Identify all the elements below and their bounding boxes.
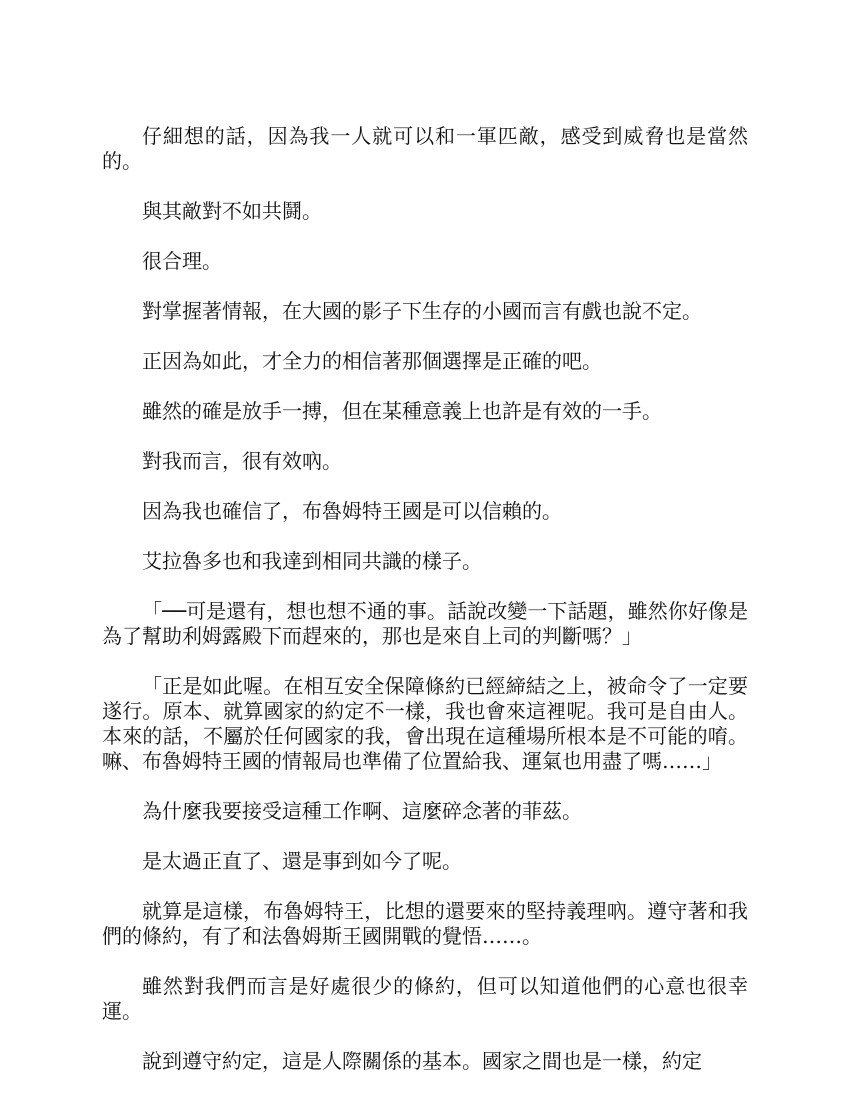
paragraph: 正因為如此，才全力的相信著那個選擇是正確的吧。 bbox=[142, 349, 602, 373]
paragraph: 與其敵對不如共鬪。 bbox=[142, 199, 322, 223]
paragraph: 對我而言，很有效吶。 bbox=[142, 449, 342, 473]
paragraph: 雖然的確是放手一搏，但在某種意義上也許是有效的一手。 bbox=[142, 399, 662, 423]
paragraph: 仔細想的話，因為我一人就可以和一軍匹敵，感受到威脅也是當然的。 bbox=[102, 124, 748, 173]
paragraph: 為什麼我要接受這種工作啊、這麼碎念著的菲茲。 bbox=[142, 799, 582, 823]
paragraph: 「正是如此喔。在相互安全保障條約已經締結之上，被命令了一定要遂行。原本、就算國家的約定不一樣，我也會來這裡呢。我可是自由人。本來的話，不屬於任何國家的我，會出現在這種場所根本是不可能的唷。嘛、布魯姆特王國的情報局也準備了位置給我、運氣也用盡了嗎……」 bbox=[102, 674, 748, 773]
paragraph: 艾拉魯多也和我達到相同共識的樣子。 bbox=[142, 549, 482, 573]
paragraph: 很合理。 bbox=[142, 249, 222, 273]
paragraph: 是太過正直了、還是事到如今了呢。 bbox=[142, 849, 462, 873]
document-body bbox=[102, 124, 748, 1099]
paragraph: 說到遵守約定，這是人際關係的基本。國家之間也是一樣，約定 bbox=[142, 1049, 702, 1073]
paragraph: 對掌握著情報，在大國的影子下生存的小國而言有戲也說不定。 bbox=[142, 299, 702, 323]
paragraph: 因為我也確信了，布魯姆特王國是可以信賴的。 bbox=[142, 499, 562, 523]
paragraph: 雖然對我們而言是好處很少的條約，但可以知道他們的心意也很幸運。 bbox=[102, 974, 748, 1023]
paragraph: 「──可是還有，想也想不通的事。話說改變一下話題，雖然你好像是為了幫助利姆露殿下而趕來的，那也是來自上司的判斷嗎？」 bbox=[102, 599, 748, 648]
paragraph: 就算是這樣，布魯姆特王，比想的還要來的堅持義理吶。遵守著和我們的條約，有了和法魯姆斯王國開戰的覺悟……。 bbox=[102, 899, 748, 948]
